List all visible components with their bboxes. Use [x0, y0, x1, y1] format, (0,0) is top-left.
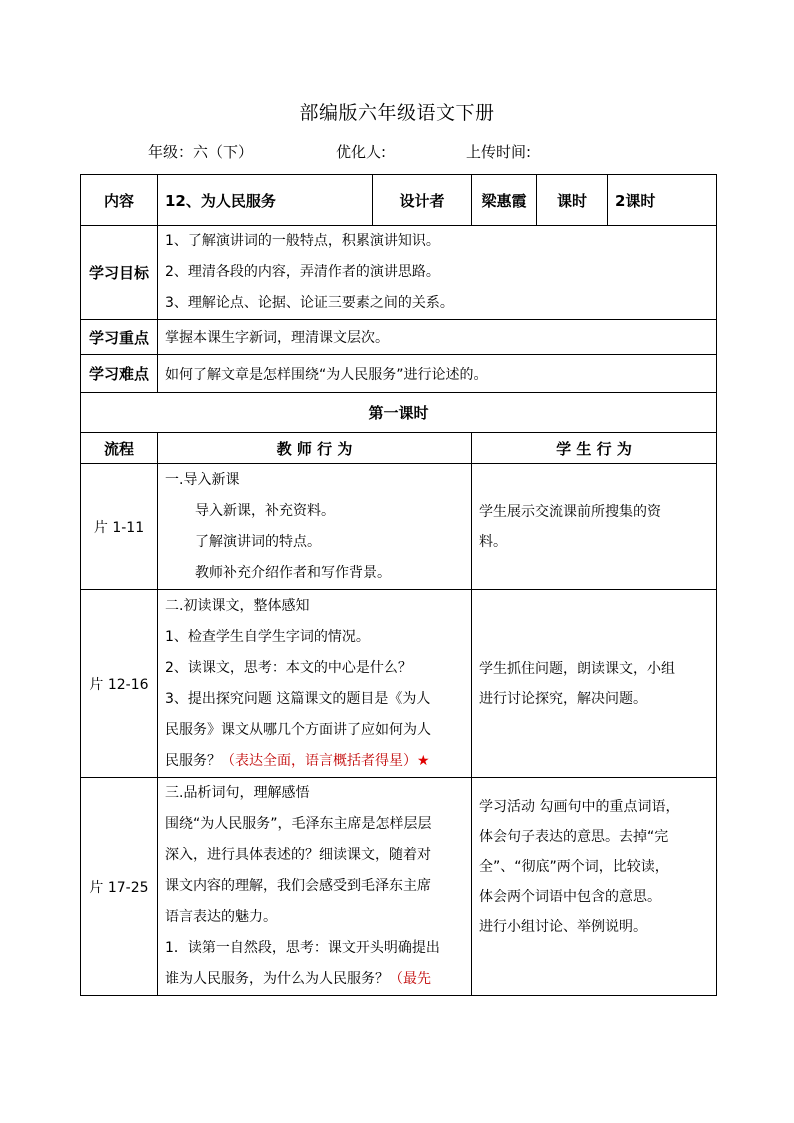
- teacher-line: 课文内容的理解，我们会感受到毛泽东主席: [165, 878, 431, 894]
- designer-label: 设计者: [373, 175, 472, 226]
- header-row: [81, 175, 717, 226]
- teacher-line: 三.品析词句，理解感悟: [165, 785, 310, 801]
- scoring-note: （最先: [389, 971, 431, 987]
- student-line: 全”、“彻底”两个词，比较读，: [479, 859, 669, 875]
- student-line: 学习活动 勾画句中的重点词语，: [479, 799, 680, 815]
- goals-list: [158, 226, 717, 320]
- teacher-actions: [158, 590, 472, 778]
- star-icon: ★: [417, 752, 430, 769]
- teacher-line: 语言表达的魅力。: [165, 909, 277, 925]
- teacher-line: 二.初读课文，整体感知: [165, 597, 310, 614]
- student-line: 料。: [479, 533, 507, 550]
- teacher-header: 教 师 行 为: [158, 433, 472, 464]
- content-label: 内容: [81, 175, 158, 226]
- table-row: [81, 778, 717, 996]
- teacher-actions: [158, 778, 472, 996]
- flow-header: 流程: [81, 433, 158, 464]
- period-count: 2课时: [608, 175, 717, 226]
- table-row: [81, 464, 717, 590]
- scoring-note: （表达全面，语言概括者得星）: [221, 752, 417, 769]
- slide-range: 片 17-25: [81, 778, 158, 996]
- student-line: 学生展示交流课前所搜集的资: [479, 503, 661, 520]
- teacher-line: 一.导入新课: [165, 471, 240, 488]
- teacher-line: 导入新课，补充资料。: [195, 502, 335, 519]
- teacher-line: 1．读第一自然段，思考：课文开头明确提出: [165, 940, 440, 956]
- upload-time-label: 上传时间:: [466, 143, 532, 161]
- slide-range: 片 12-16: [81, 590, 158, 778]
- key-point-row: [81, 320, 717, 355]
- key-point-label: 学习重点: [81, 320, 158, 355]
- difficulty-text: 如何了解文章是怎样围绕“为人民服务”进行论述的。: [158, 355, 717, 393]
- student-actions: [472, 590, 717, 778]
- student-line: 体会两个词语中包含的意思。: [479, 889, 661, 905]
- teacher-line: 民服务》课文从哪几个方面讲了应如何为人: [165, 721, 431, 738]
- difficulty-label: 学习难点: [81, 355, 158, 393]
- designer-name: 梁惠霞: [472, 175, 537, 226]
- teacher-line: [165, 746, 471, 777]
- teacher-line: 教师补充介绍作者和写作背景。: [195, 564, 391, 581]
- teacher-line: 2、读课文，思考：本文的中心是什么？: [165, 659, 412, 676]
- goals-row: [81, 226, 717, 320]
- student-line: 学生抓住问题，朗读课文，小组: [479, 660, 675, 677]
- table-row: [81, 590, 717, 778]
- teacher-line: 3、提出探究问题 这篇课文的题目是《为人: [165, 690, 431, 707]
- grade-label: 年级：六（下）: [148, 143, 254, 161]
- teacher-text: 谁为人民服务，为什么为人民服务？: [165, 971, 389, 987]
- student-header: 学 生 行 为: [472, 433, 717, 464]
- teacher-line: 了解演讲词的特点。: [195, 533, 321, 550]
- teacher-line: 深入，进行具体表述的？细读课文，随着对: [165, 847, 431, 863]
- document-title: 部编版六年级语文下册: [299, 102, 495, 124]
- goal-item: 2、理清各段的内容，弄清作者的演讲思路。: [165, 264, 440, 280]
- teacher-line: 围绕“为人民服务”，毛泽东主席是怎样层层: [165, 816, 432, 832]
- lesson-plan-table: [80, 174, 717, 996]
- teacher-text: 民服务？: [165, 752, 221, 769]
- student-line: 体会句子表达的意思。去掉“完: [479, 829, 669, 845]
- optimizer-label: 优化人:: [336, 143, 387, 161]
- key-point-text: 掌握本课生字新词，理清课文层次。: [158, 320, 717, 355]
- student-line: 进行小组讨论、举例说明。: [479, 919, 647, 935]
- goal-item: 3、理解论点、论据、论证三要素之间的关系。: [165, 295, 454, 311]
- lesson-title: 12、为人民服务: [158, 175, 373, 226]
- teacher-line: 1、检查学生自学生字词的情况。: [165, 628, 370, 645]
- teacher-actions: [158, 464, 472, 590]
- student-actions: [472, 778, 717, 996]
- goal-item: 1、了解演讲词的一般特点，积累演讲知识。: [165, 233, 440, 249]
- slide-range: 片 1-11: [81, 464, 158, 590]
- difficulty-row: [81, 355, 717, 393]
- session-title: 第一课时: [81, 393, 717, 433]
- column-header-row: [81, 433, 717, 464]
- teacher-line: [165, 964, 471, 995]
- student-actions: [472, 464, 717, 590]
- student-line: 进行讨论探究，解决问题。: [479, 690, 647, 707]
- period-label: 课时: [537, 175, 608, 226]
- session-row: [81, 393, 717, 433]
- goals-label: 学习目标: [81, 226, 158, 320]
